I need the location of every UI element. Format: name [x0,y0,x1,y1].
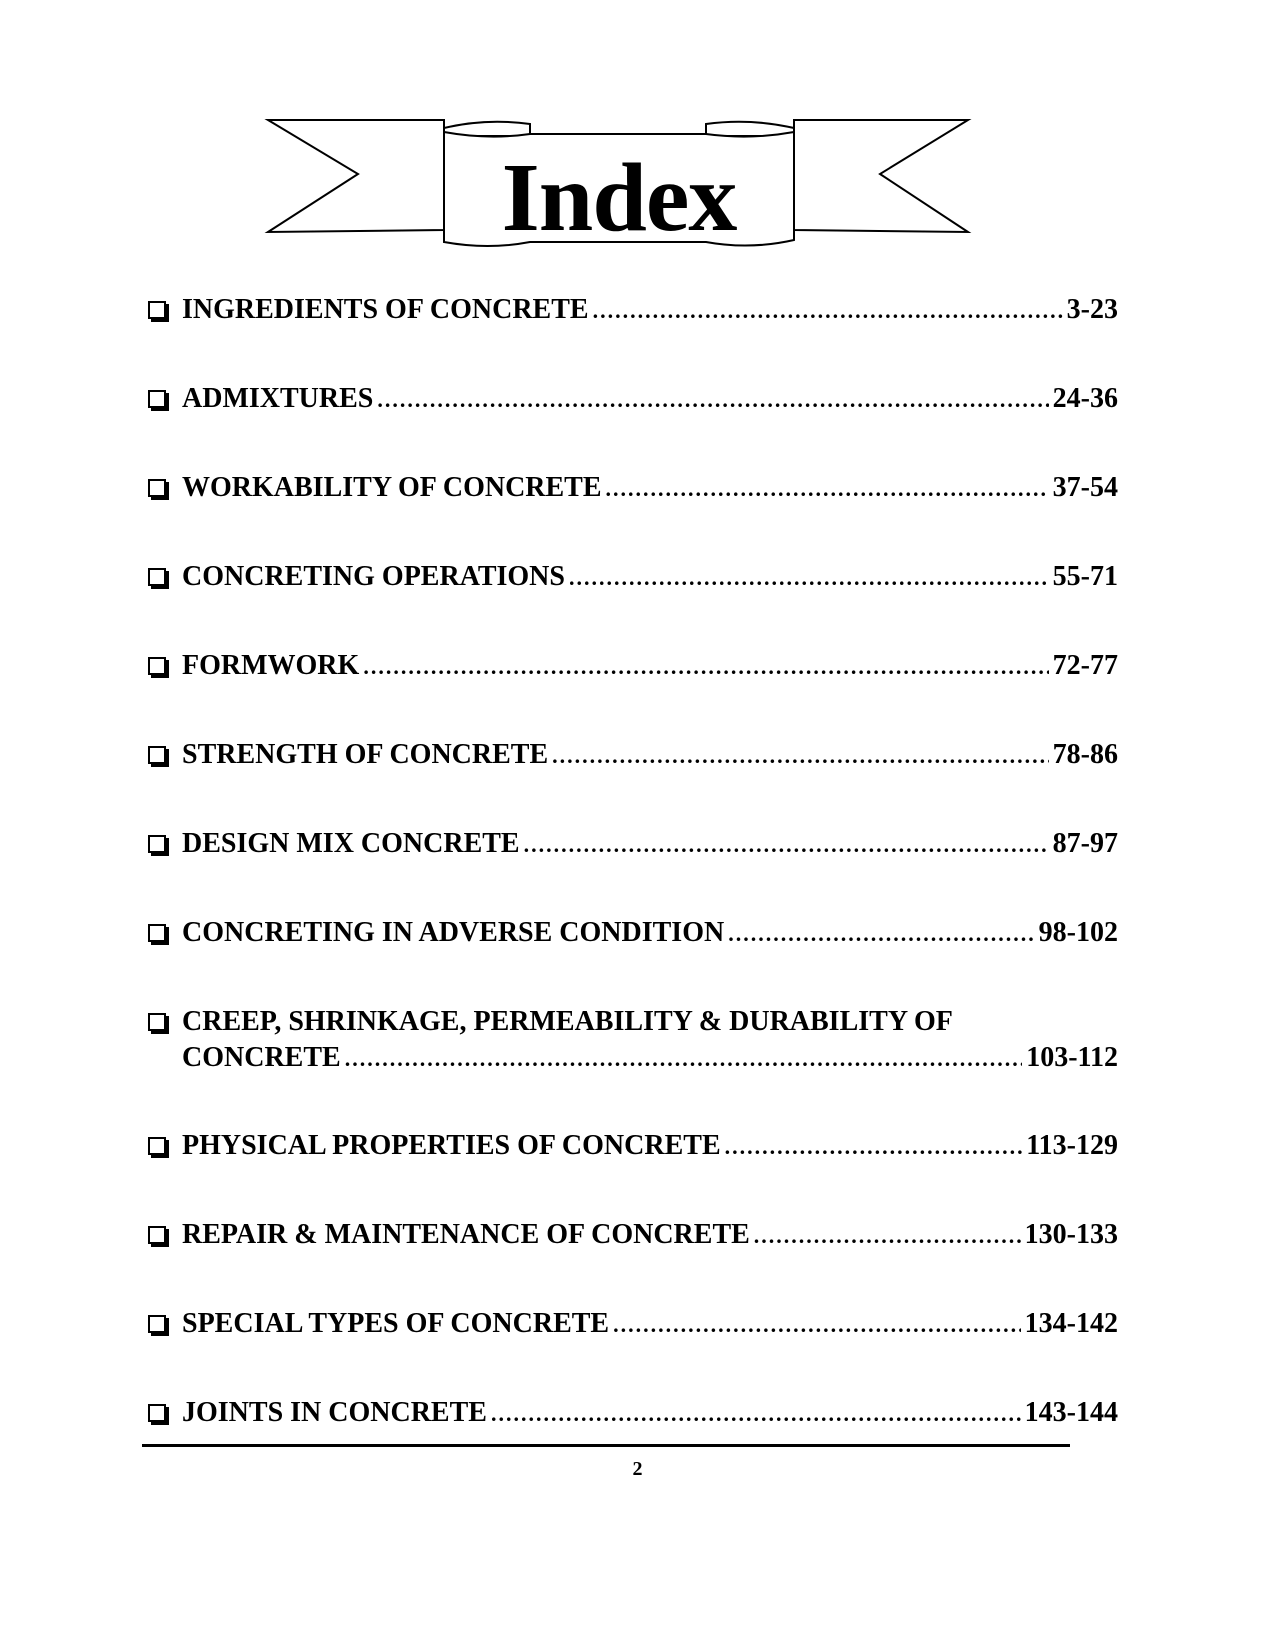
toc-leader-row [182,470,1118,507]
toc-entry [148,737,1118,774]
toc-entry [148,381,1118,418]
index-banner [268,118,970,258]
toc-entry-pages: 3-23 [1066,294,1118,325]
page-title: Index [501,144,737,252]
toc-entry-pages: 87-97 [1052,828,1118,859]
toc-entry-body [182,1306,1118,1343]
toc-leader-row [182,737,1118,774]
toc-entry-body [182,381,1118,418]
toc-entry-pages: 98-102 [1038,917,1118,948]
checkbox-bullet-icon [148,657,166,675]
toc-entry-body [182,1395,1118,1432]
toc-leader-row [182,1217,1118,1254]
toc-entry [148,1128,1118,1165]
toc-entry [148,826,1118,863]
toc-entry-title: FORMWORK [182,650,360,681]
toc-leader-row [182,1040,1118,1077]
toc-entry-body [182,826,1118,863]
toc-entry-pages: 55-71 [1052,561,1118,592]
checkbox-bullet-icon [148,924,166,942]
dot-leader [491,1396,1021,1432]
checkbox-bullet-icon [148,568,166,586]
checkbox-bullet-icon [148,479,166,497]
toc-entry-body [182,292,1118,329]
footer-rule [142,1444,1070,1447]
toc-entry-title: PHYSICAL PROPERTIES OF CONCRETE [182,1130,721,1161]
toc-leader-row [182,915,1118,952]
checkbox-bullet-icon [148,1137,166,1155]
toc-leader-row [182,381,1118,418]
toc-entry-pages: 134-142 [1024,1308,1118,1339]
toc-entry [148,915,1118,952]
checkbox-bullet-icon [148,835,166,853]
dot-leader [363,649,1048,685]
toc-entry-pages: 78-86 [1052,739,1118,770]
toc-entry-title: CONCRETE [182,1042,341,1073]
dot-leader [569,560,1049,596]
dot-leader [613,1307,1021,1343]
toc-entry-body [182,737,1118,774]
dot-leader [593,293,1063,329]
toc-entry-body [182,1004,1118,1077]
checkbox-bullet-icon [148,390,166,408]
checkbox-bullet-icon [148,1404,166,1422]
dot-leader [725,1129,1023,1165]
toc-entry-pages: 72-77 [1052,650,1118,681]
toc-entry-pages: 37-54 [1052,472,1118,503]
toc-entry [148,1217,1118,1254]
toc-leader-row [182,1395,1118,1432]
toc-entry-title: CONCRETING OPERATIONS [182,561,565,592]
toc-entry-pages: 113-129 [1026,1130,1118,1161]
toc-entry-title: WORKABILITY OF CONCRETE [182,472,602,503]
toc-entry-title: ADMIXTURES [182,383,374,414]
toc-leader-row [182,1306,1118,1343]
toc-entry-pages: 143-144 [1024,1397,1118,1428]
checkbox-bullet-icon [148,1226,166,1244]
dot-leader [728,916,1034,952]
toc-leader-row [182,292,1118,329]
toc-entry [148,292,1118,329]
toc-entry-body [182,470,1118,507]
toc-entry-title: CONCRETING IN ADVERSE CONDITION [182,917,725,948]
dot-leader [345,1041,1023,1077]
dot-leader [377,382,1048,418]
toc-entry-pages: 24-36 [1052,383,1118,414]
toc-entry-title: STRENGTH OF CONCRETE [182,739,549,770]
toc-entry-title: SPECIAL TYPES OF CONCRETE [182,1308,610,1339]
toc-entry-body [182,1217,1118,1254]
toc-entry [148,470,1118,507]
page-number: 2 [632,1458,643,1480]
toc-entry [148,648,1118,685]
checkbox-bullet-icon [148,1013,166,1031]
toc-entry-body [182,559,1118,596]
dot-leader [606,471,1049,507]
checkbox-bullet-icon [148,746,166,764]
toc-leader-row [182,559,1118,596]
toc-leader-row [182,1128,1118,1165]
toc-entry-body [182,648,1118,685]
toc-entry [148,559,1118,596]
dot-leader [754,1218,1021,1254]
toc-leader-row [182,826,1118,863]
dot-leader [552,738,1049,774]
toc-entry-title: INGREDIENTS OF CONCRETE [182,294,589,325]
toc-entry-title: JOINTS IN CONCRETE [182,1397,487,1428]
toc-entry-title: REPAIR & MAINTENANCE OF CONCRETE [182,1219,750,1250]
toc-entry-body [182,915,1118,952]
checkbox-bullet-icon [148,1315,166,1333]
toc-entry-title-line: CREEP, SHRINKAGE, PERMEABILITY & DURABILITY OF [182,1006,953,1037]
dot-leader [524,827,1049,863]
checkbox-bullet-icon [148,301,166,319]
toc-entry-pages: 130-133 [1024,1219,1118,1250]
toc-entry-pages: 103-112 [1026,1042,1118,1073]
toc-entry [148,1004,1118,1077]
toc-entry [148,1395,1118,1432]
toc-entry [148,1306,1118,1343]
toc-entry-body [182,1128,1118,1165]
toc-leader-row [182,648,1118,685]
toc-entry-title: DESIGN MIX CONCRETE [182,828,520,859]
